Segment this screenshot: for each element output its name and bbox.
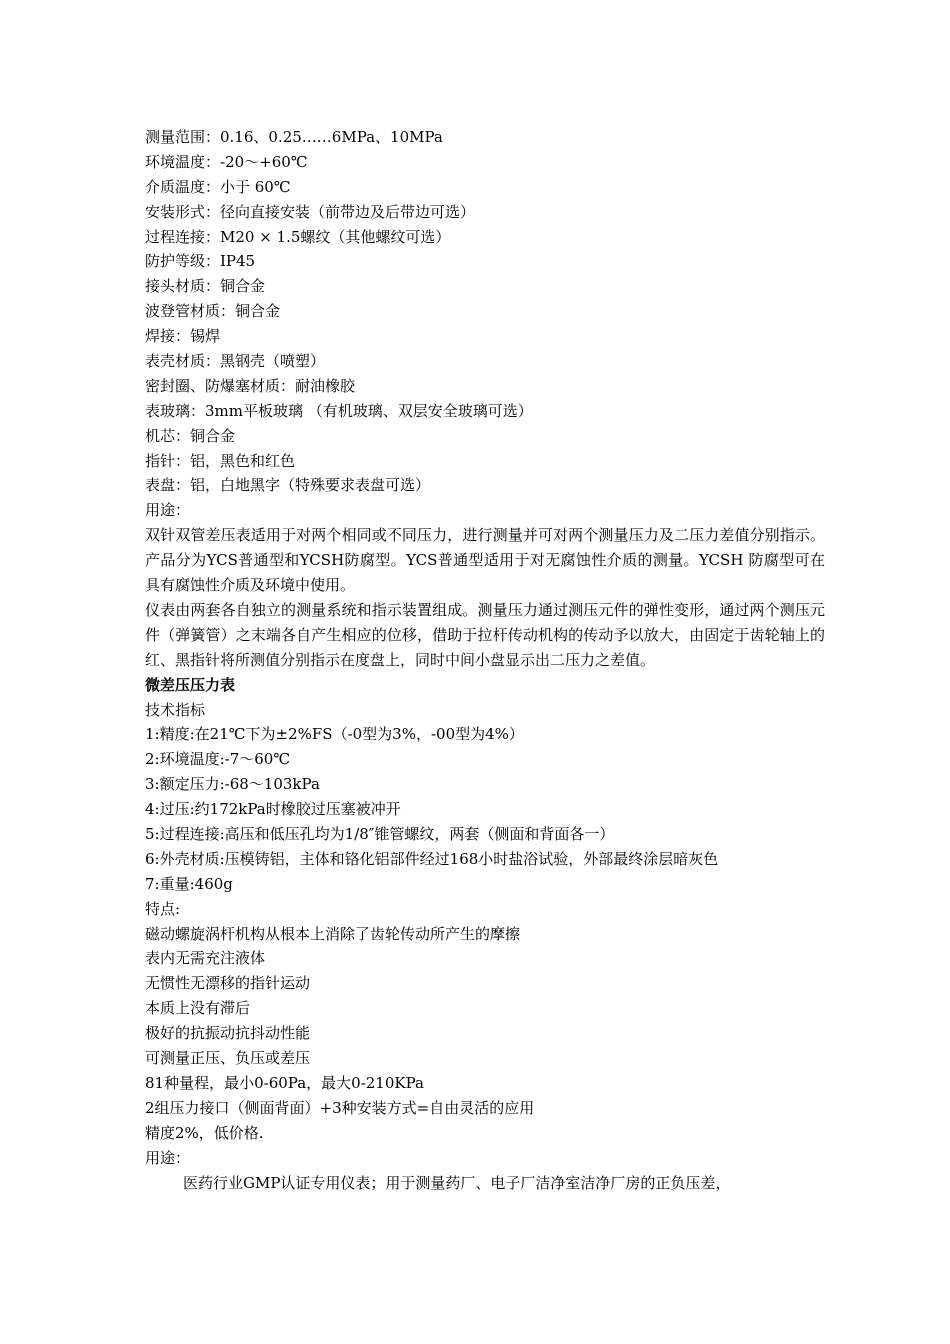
tech-list: [145, 722, 825, 896]
spec-line: 环境温度：-20～+60℃: [145, 152, 308, 171]
spec-line: 安装形式：径向直接安装（前带边及后带边可选）: [145, 202, 476, 221]
tech-line: 2:环境温度:-7～60℃: [145, 750, 291, 769]
features-label: 特点:: [145, 899, 181, 918]
spec-line: 机芯：铜合金: [145, 426, 236, 445]
spec-list: [145, 125, 825, 523]
spec-line: 测量范围：0.16、0.25……6MPa、10MPa: [145, 128, 443, 146]
spec-line: 过程连接：M20 × 1.5螺纹（其他螺纹可选）: [145, 227, 451, 246]
usage-paragraph: 双针双管差压表适用于对两个相同或不同压力，进行测量并可对两个测量压力及二压力差值分别指示。产品分为YCS普通型和YCSH防腐型。YCS普通型适用于对无腐蚀性介质的测量。YCSH 防腐型可在具有腐蚀性介质及环境中使用。: [145, 526, 825, 595]
feature-line: 可测量正压、负压或差压: [145, 1049, 311, 1068]
tech-line: 7:重量:460g: [145, 874, 233, 893]
principle-paragraph: 仪表由两套各自独立的测量系统和指示装置组成。测量压力通过测压元件的弹性变形，通过两个测压元件（弹簧管）之末端各自产生相应的位移，借助于拉杆传动机构的传动予以放大，由固定于齿轮轴上的红、黑指针将所测值分别指示在度盘上，同时中间小盘显示出二压力之差值。: [145, 600, 825, 669]
tech-label: 技术指标: [145, 700, 206, 719]
feature-line: 磁动螺旋涡杆机构从根本上消除了齿轮传动所产生的摩擦: [145, 924, 521, 943]
spec-line: 介质温度：小于 60℃: [145, 177, 291, 196]
feature-line: 2组压力接口（侧面背面）+3种安装方式=自由灵活的应用: [145, 1098, 535, 1117]
tech-line: 6:外壳材质:压模铸铝，主体和铬化铝部件经过168小时盐浴试验，外部最终涂层暗灰色: [145, 849, 719, 868]
usage-label: 用途：: [145, 501, 191, 520]
spec-line: 表玻璃：3mm平板玻璃 （有机玻璃、双层安全玻璃可选）: [145, 401, 533, 420]
feature-line: 精度2%，低价格.: [145, 1123, 264, 1142]
tech-line: 4:过压:约172kPa时橡胶过压塞被冲开: [145, 800, 401, 819]
spec-line: 指针：铝，黑色和红色: [145, 451, 296, 470]
tech-line: 3:额定压力:-68～103kPa: [145, 775, 320, 794]
tech-line: 1:精度:在21℃下为±2%FS（-0型为3%，-00型为4%）: [145, 725, 524, 744]
tech-line: 5:过程连接:高压和低压孔均为1/8″锥管螺纹，两套（侧面和背面各一）: [145, 825, 615, 844]
feature-list: [145, 922, 825, 1146]
spec-line: 波登管材质：铜合金: [145, 302, 281, 321]
spec-line: 焊接：锡焊: [145, 327, 221, 346]
section-title: 微差压压力表: [145, 675, 236, 694]
feature-line: 表内无需充注液体: [145, 949, 266, 968]
document-page: [145, 125, 825, 1195]
feature-line: 无惯性无漂移的指针运动: [145, 974, 311, 993]
spec-line: 防护等级：IP45: [145, 252, 256, 271]
usage-final-line: 医药行业GMP认证专用仪表；用于测量药厂、电子厂洁净室洁净厂房的正负压差，: [183, 1173, 731, 1192]
feature-line: 81种量程，最小0-60Pa，最大0-210KPa: [145, 1073, 424, 1092]
usage-label-2: 用途：: [145, 1148, 191, 1167]
spec-line: 接头材质：铜合金: [145, 277, 266, 296]
spec-line: 密封圈、防爆塞材质：耐油橡胶: [145, 376, 356, 395]
spec-line: 表盘：铝，白地黑字（特殊要求表盘可选）: [145, 476, 431, 495]
feature-line: 本质上没有滞后: [145, 999, 251, 1018]
feature-line: 极好的抗振动抗抖动性能: [145, 1024, 311, 1043]
spec-line: 表壳材质：黑钢壳（喷塑）: [145, 352, 326, 371]
